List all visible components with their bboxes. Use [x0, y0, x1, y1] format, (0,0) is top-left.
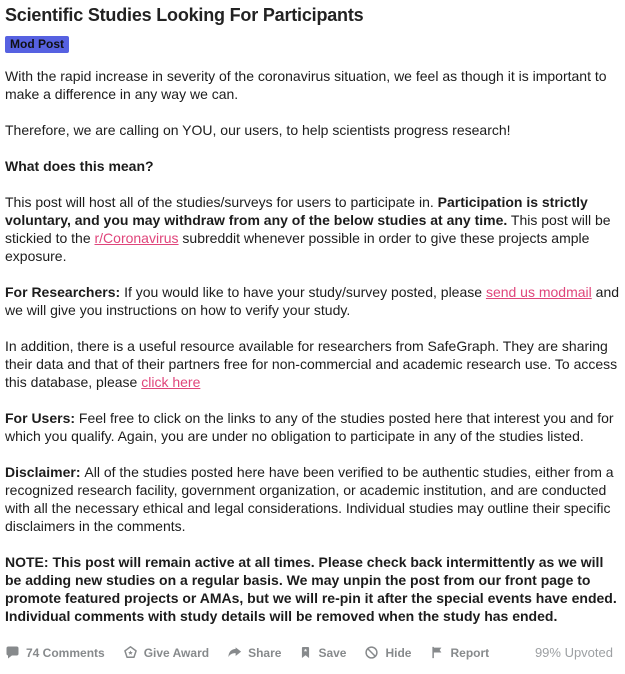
comment-icon — [5, 645, 20, 660]
text-segment: subreddit whenever possible in order to give these projects ample exposure. — [5, 230, 590, 264]
share-label: Share — [248, 645, 282, 660]
post-paragraph — [5, 193, 622, 265]
bold-text: For Researchers: — [5, 284, 125, 300]
hide-label: Hide — [385, 645, 412, 660]
give-award-button[interactable] — [117, 641, 215, 664]
bold-text: Participation is strictly voluntary, and you may withdraw from any of the below studies at any time. — [5, 194, 588, 228]
post-link[interactable]: r/Coronavirus — [94, 230, 179, 246]
give-award-label: Give Award — [143, 645, 210, 660]
text-segment: With the rapid increase in severity of the coronavirus situation, we feel as though it is important to make a difference in any way we can. — [5, 68, 607, 102]
post-link[interactable]: click here — [141, 374, 201, 390]
save-button[interactable] — [293, 641, 352, 664]
bold-text: For Users: — [5, 410, 79, 426]
post-paragraph — [5, 409, 622, 445]
post-container — [0, 4, 625, 674]
share-button[interactable] — [221, 641, 287, 664]
text-segment: This post will be stickied to the — [5, 212, 611, 246]
bold-text: Disclaimer: — [5, 464, 85, 480]
text-segment: If you would like to have your study/survey posted, please — [124, 284, 486, 300]
post-paragraph — [5, 283, 622, 319]
report-label: Report — [450, 645, 490, 660]
post-paragraph — [5, 337, 622, 391]
hide-icon — [364, 645, 379, 660]
comments-button[interactable] — [5, 641, 111, 664]
save-label: Save — [318, 645, 347, 660]
post-body — [5, 67, 622, 625]
flair-row — [5, 35, 619, 53]
hide-button[interactable] — [358, 641, 417, 664]
report-button[interactable] — [423, 641, 495, 664]
text-segment: Feel free to click on the links to any of the studies posted here that interest you and for which you qualify. Again, you are under no obligation to participate in any of the studies listed. — [5, 410, 614, 444]
post-link[interactable]: send us modmail — [485, 284, 592, 300]
text-segment: and we will give you instructions on how to verify your study. — [5, 284, 620, 318]
text-segment: Therefore, we are calling on YOU, our users, to help scientists progress research! — [5, 122, 511, 138]
text-segment: In addition, there is a useful resource available for researchers from SafeGraph. They are sharing their data and that of their partners free for non-commercial and academic research use. To access this database, please — [5, 338, 618, 390]
save-icon — [299, 645, 312, 660]
comments-label: 74 Comments — [26, 645, 105, 660]
post-action-bar — [5, 639, 619, 674]
post-paragraph — [5, 67, 622, 103]
report-icon — [429, 645, 444, 660]
share-icon — [227, 645, 242, 660]
text-segment: This post will host all of the studies/surveys for users to participate in. — [5, 194, 438, 210]
post-paragraph — [5, 157, 622, 175]
award-icon — [123, 645, 138, 660]
bold-text: What does this mean? — [5, 158, 154, 174]
text-segment: All of the studies posted here have been verified to be authentic studies, either from a recognized research facility, government organization, or academic institution, and are conducted with all the necessary ethical and legal considerations. Individual studies may outline their specific disclaimers in the comments. — [5, 464, 614, 534]
bold-text: NOTE: This post will remain active at all times. Please check back intermittently as we will be adding new studies on a regular basis. We may unpin the post from our front page to promote featured projects or AMAs, but we will re-pin it after the special events have ended. Individual comments with study details will be removed when the study has ended. — [5, 554, 617, 624]
flair-badge[interactable]: Mod Post — [5, 36, 69, 53]
post-paragraph — [5, 553, 622, 625]
upvote-percentage: 99% Upvoted — [534, 645, 613, 660]
post-title: Scientific Studies Looking For Participants — [5, 5, 364, 25]
post-paragraph — [5, 121, 622, 139]
post-paragraph — [5, 463, 622, 535]
